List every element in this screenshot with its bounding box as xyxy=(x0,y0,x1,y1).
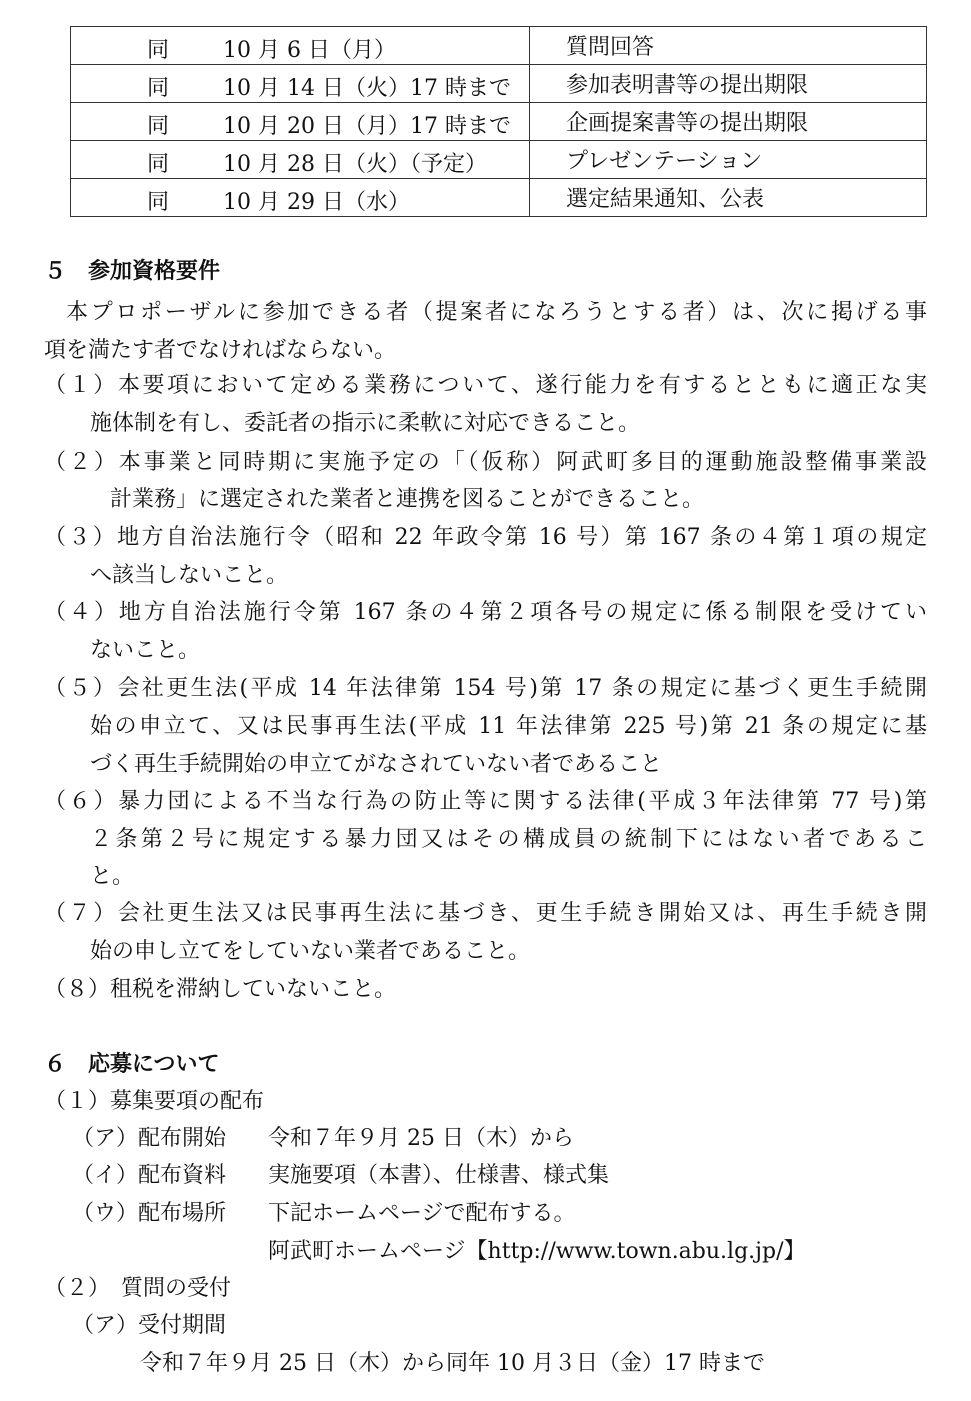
requirement-item: （４）地方自治法施行令第 167 条の４第２項各号の規定に係る制限を受けてい xyxy=(44,600,927,625)
schedule-event: 企画提案書等の提出期限 xyxy=(530,103,927,141)
table-row xyxy=(71,179,927,217)
schedule-date: 10 月 14 日（火）17 時まで xyxy=(223,76,511,101)
table-row xyxy=(71,65,927,103)
same-mark: 同 xyxy=(147,76,170,101)
requirement-item-cont: 施体制を有し、委託者の指示に柔軟に対応できること。 xyxy=(90,411,641,436)
requirement-item-cont: 始の申立て、又は民事再生法(平成 11 年法律第 225 号)第 21 条の規定に基 xyxy=(90,714,927,739)
same-mark: 同 xyxy=(147,152,170,177)
requirement-item-cont: へ該当しないこと。 xyxy=(90,563,289,588)
section-5-intro-line: 本プロポーザルに参加できる者（提案者になろうとする者）は、次に掲げる事 xyxy=(66,300,927,325)
table-row xyxy=(71,141,927,179)
subsection-title: （１）募集要項の配布 xyxy=(44,1089,265,1114)
schedule-date-cell xyxy=(71,141,530,179)
requirement-item-cont: 計業務」に選定された業者と連携を図ることができること。 xyxy=(110,487,705,512)
same-mark: 同 xyxy=(147,190,170,215)
requirement-item: （２）本事業と同時期に実施予定の「（仮称）阿武町多目的運動施設整備事業設 xyxy=(44,450,927,475)
table-row xyxy=(71,27,927,65)
schedule-event: 参加表明書等の提出期限 xyxy=(530,65,927,103)
schedule-event: 選定結果通知、公表 xyxy=(530,179,927,217)
schedule-date: 10 月 29 日（水） xyxy=(223,190,410,215)
distribution-value: 実施要項（本書）、仕様書、様式集 xyxy=(268,1163,610,1188)
section-5-intro-line: 項を満たす者でなければならない。 xyxy=(44,338,397,363)
reception-period: 令和７年９月 25 日（木）から同年 10 月３日（金）17 時まで xyxy=(140,1351,765,1376)
requirement-item: （１）本要項において定める業務について、遂行能力を有するとともに適正な実 xyxy=(44,373,927,398)
schedule-date: 10 月 28 日（火）（予定） xyxy=(223,152,487,177)
schedule-date-cell xyxy=(71,179,530,217)
distribution-value: 令和７年９月 25 日（木）から xyxy=(268,1126,574,1151)
requirement-item: （８）租税を滞納していないこと。 xyxy=(44,977,397,1002)
homepage-url: 阿武町ホームページ【http://www.town.abu.lg.jp/】 xyxy=(268,1239,806,1264)
requirement-item: （３）地方自治法施行令（昭和 22 年政令第 16 号）第 167 条の４第１項の規定 xyxy=(44,525,927,550)
section-6-heading: ６ 応募について xyxy=(44,1052,220,1077)
schedule-date-cell xyxy=(71,27,530,65)
schedule-date: 10 月 6 日（月） xyxy=(223,38,396,63)
requirement-item-cont: ２条第２号に規定する暴力団又はその構成員の統制下にはない者であるこ xyxy=(90,827,927,852)
distribution-label: （イ）配布資料 xyxy=(72,1163,227,1188)
same-mark: 同 xyxy=(147,38,170,63)
requirement-item-cont: づく再生手続開始の申立てがなされていない者であること xyxy=(90,752,663,777)
schedule-date-cell xyxy=(71,65,530,103)
distribution-value: 下記ホームページで配布する。 xyxy=(268,1201,576,1226)
schedule-event: プレゼンテーション xyxy=(530,141,927,179)
reception-label: （ア）受付期間 xyxy=(72,1313,227,1338)
requirement-item: （７）会社更生法又は民事再生法に基づき、更生手続き開始又は、再生手続き開 xyxy=(44,901,927,926)
schedule-date: 10 月 20 日（月）17 時まで xyxy=(223,114,511,139)
distribution-label: （ア）配布開始 xyxy=(72,1126,227,1151)
same-mark: 同 xyxy=(147,114,170,139)
requirement-item-cont: ないこと。 xyxy=(90,638,201,663)
section-5-heading: ５ 参加資格要件 xyxy=(44,259,221,284)
table-row xyxy=(71,103,927,141)
requirement-item-cont: と。 xyxy=(90,864,135,889)
requirement-item: （６）暴力団による不当な行為の防止等に関する法律(平成３年法律第 77 号)第 xyxy=(44,789,927,814)
subsection-title: （２） 質問の受付 xyxy=(44,1276,232,1301)
requirement-item: （５）会社更生法(平成 14 年法律第 154 号)第 17 条の規定に基づく更生手続開 xyxy=(44,676,927,701)
requirement-item-cont: 始の申し立てをしていない業者であること。 xyxy=(90,939,531,964)
schedule-date-cell xyxy=(71,103,530,141)
distribution-label: （ウ）配布場所 xyxy=(72,1201,227,1226)
schedule-event: 質問回答 xyxy=(530,27,927,65)
schedule-table xyxy=(70,26,927,217)
